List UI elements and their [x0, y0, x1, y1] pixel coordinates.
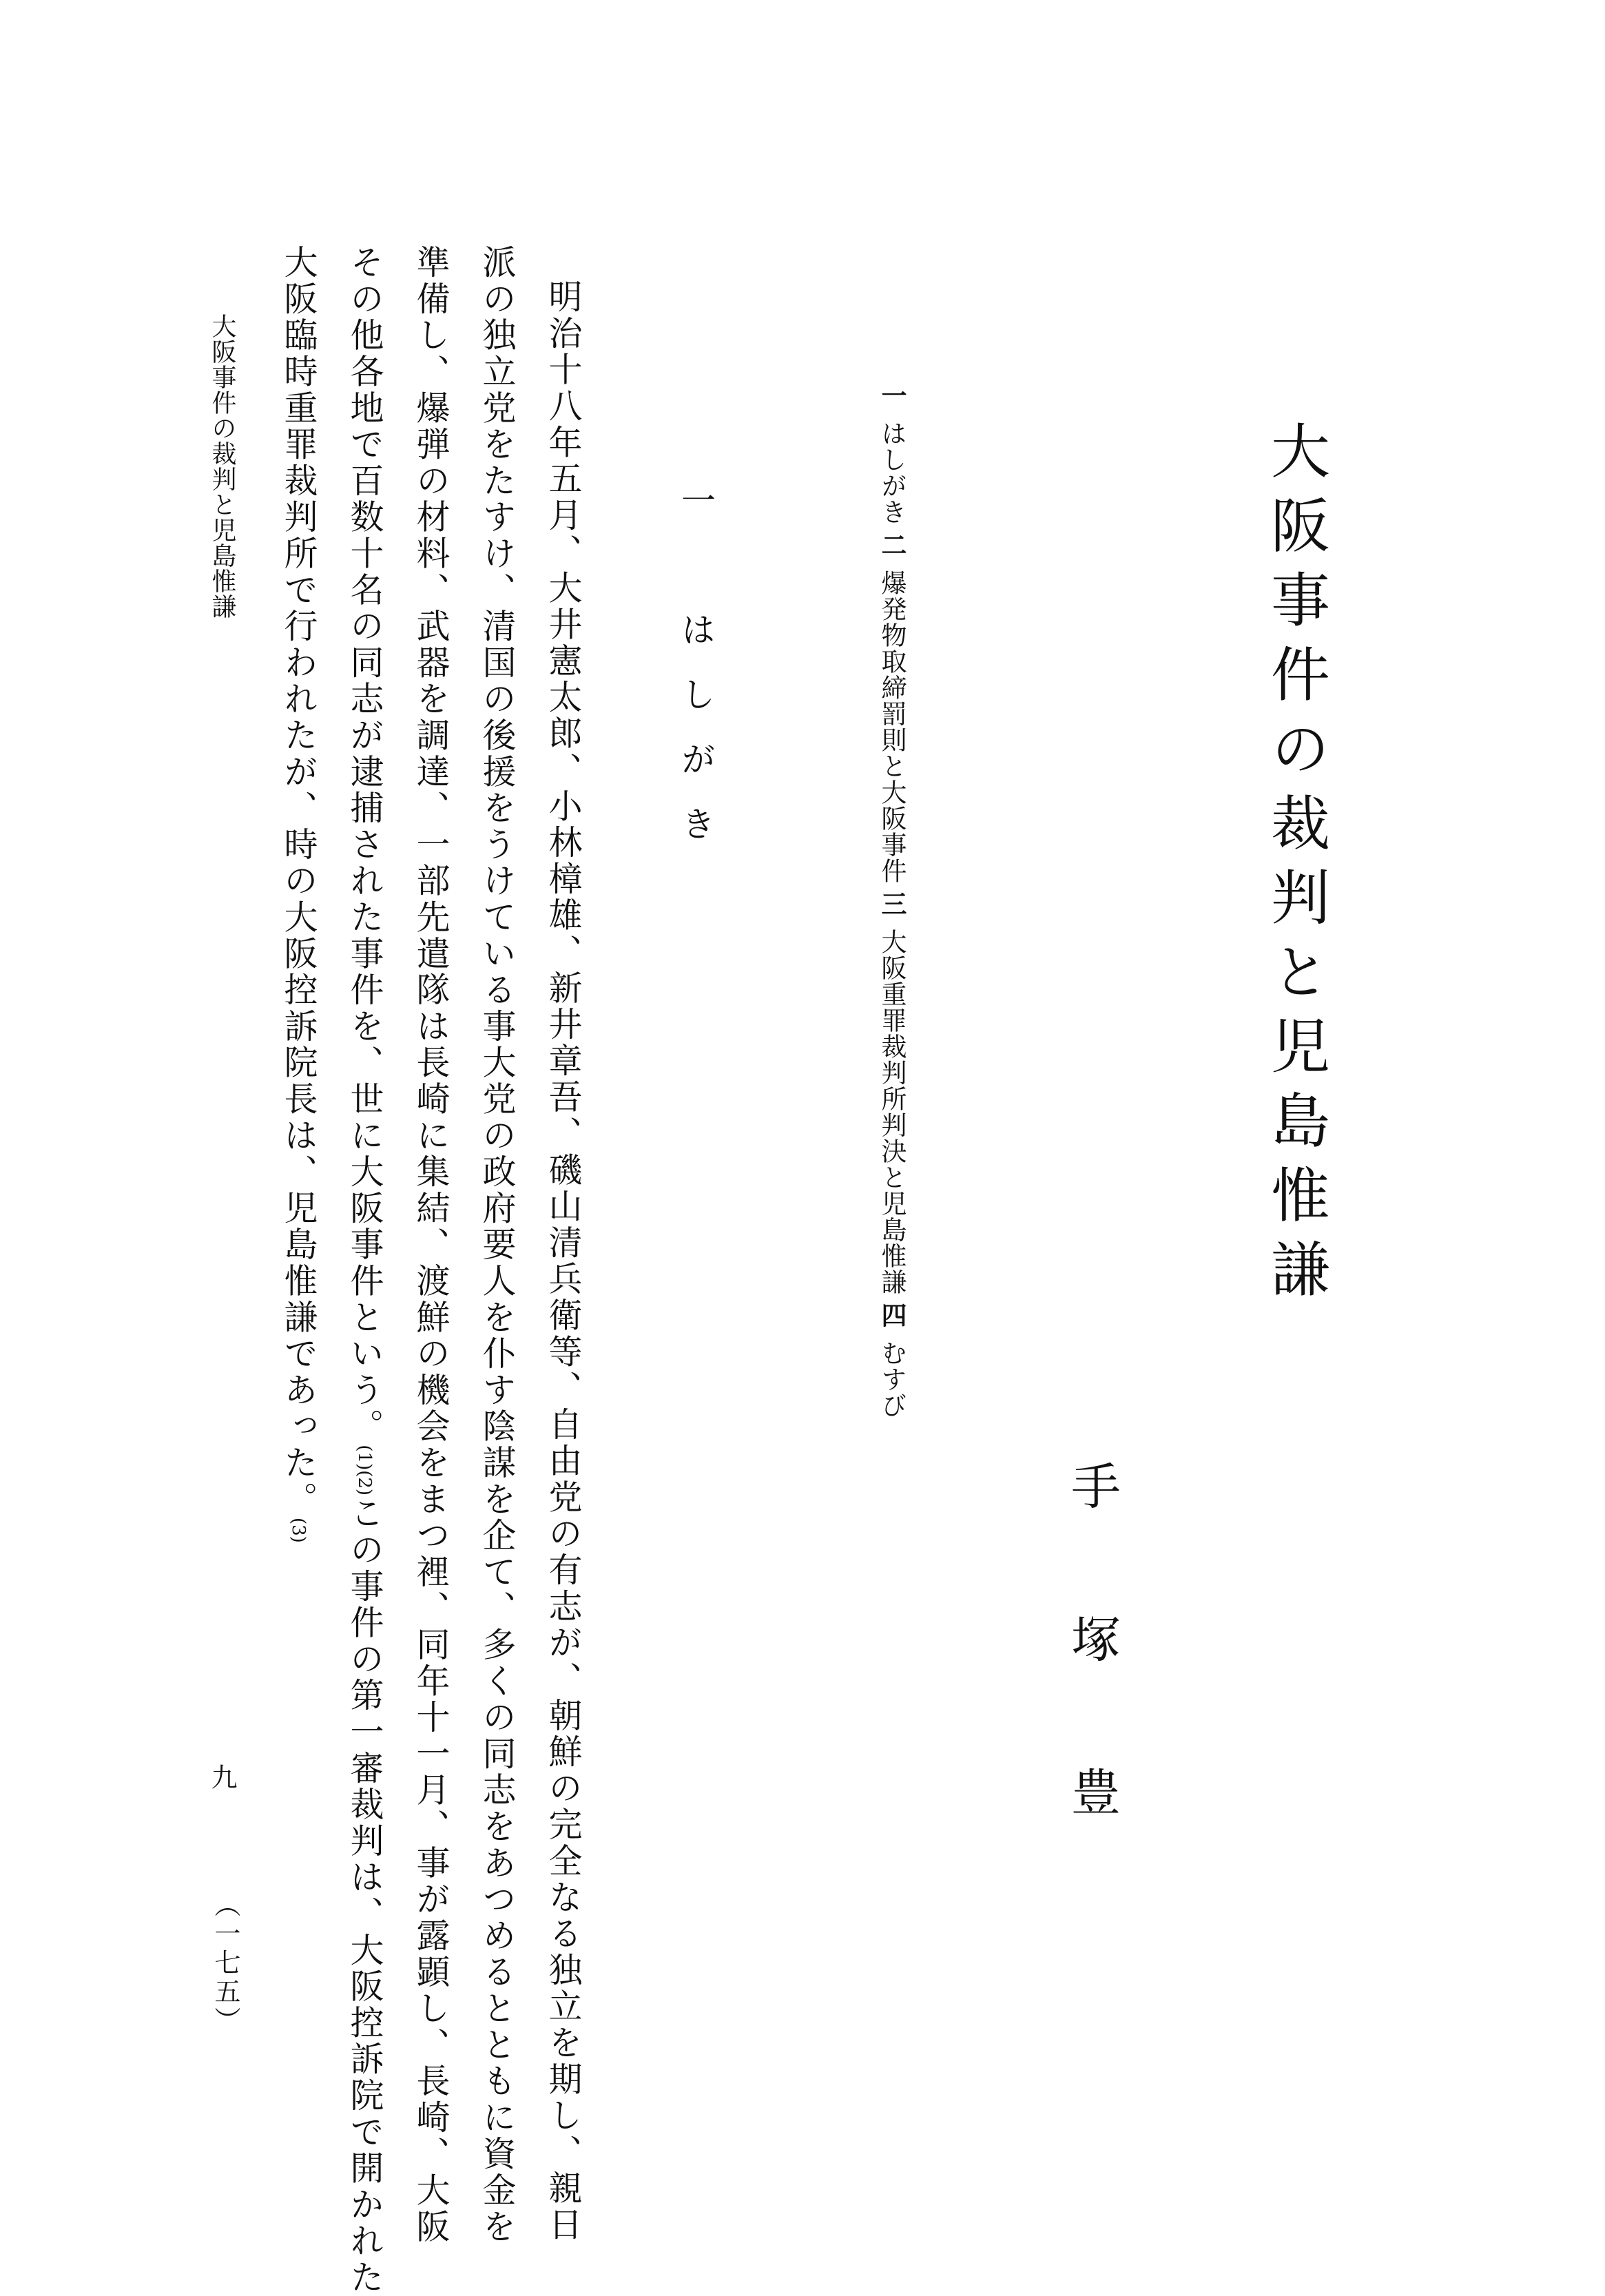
toc-item	[873, 1302, 909, 1418]
body-line: 明治十八年五月、大井憲太郎、小林樟雄、新井章吾、磯山清兵衛等、自由党の有志が、朝鮮の完全なる独立を期し、親日	[543, 279, 583, 2244]
body-line: 準備し、爆弾の材料、武器を調達、一部先遣隊は長崎に集結、渡鮮の機会をまつ裡、同年十一月、事が露顕し、長崎、大阪	[411, 245, 451, 2245]
body-segment: 大阪臨時重罪裁判所で行われたが、時の大阪控訴院長は、児島惟謙であった。	[279, 245, 318, 1518]
body-segment: その他各地で百数十名の同志が逮捕された事件を、世に大阪事件という。	[345, 245, 384, 1445]
toc-item	[873, 891, 909, 1295]
toc-number: 四	[877, 1302, 907, 1327]
toc-item	[873, 382, 909, 525]
toc-item	[873, 532, 909, 884]
body-line	[265, 245, 331, 2104]
running-title: 大阪事件の裁判と児島惟謙	[208, 313, 236, 619]
body-line: 派の独立党をたすけ、清国の後援をうけている事大党の政府要人を仆す陰謀を企て、多くの同志をあつめるとともに資金を	[477, 245, 517, 2245]
body-segment: この事件の第一審裁判は、大阪控訴院で開かれた	[345, 1496, 384, 2296]
toc-label: むすび	[877, 1340, 907, 1418]
section-heading: 一 はしがき	[676, 482, 716, 871]
table-of-contents	[873, 382, 909, 1418]
article-author: 手塚豊	[1063, 1460, 1121, 1919]
body-text	[265, 245, 596, 2296]
body-line	[331, 245, 397, 2296]
toc-label: 爆発物取締罰則と大阪事件	[877, 570, 907, 884]
footnote-ref: (3)	[288, 1518, 309, 1543]
page-number-total: （一七五）	[210, 1891, 240, 2036]
toc-label: はしがき	[877, 420, 907, 525]
page-number: 九	[207, 1764, 237, 1790]
toc-number: 二	[877, 532, 907, 557]
toc-number: 三	[877, 891, 907, 916]
toc-number: 一	[877, 382, 907, 408]
footnote-ref: (1)(2)	[354, 1445, 375, 1496]
article-title: 大阪事件の裁判と児島惟謙	[1261, 420, 1329, 1313]
toc-label: 大阪重罪裁判所判決と児島惟謙	[877, 929, 907, 1295]
